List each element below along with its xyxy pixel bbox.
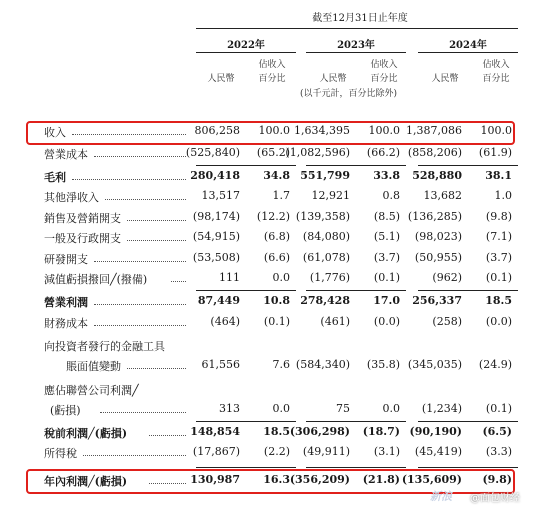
row-value: (98,174) [192, 210, 240, 223]
row-value: 551,799 [300, 169, 350, 182]
subtotal-rule [306, 290, 406, 291]
row-value: (345,035) [407, 358, 462, 371]
row-value: 87,449 [197, 294, 240, 307]
row-label: (虧損) [50, 404, 81, 417]
row-value: (1,776) [309, 271, 350, 284]
row-value: 1,387,086 [406, 124, 462, 137]
row-label: 其他淨收入 [44, 191, 99, 204]
row-label: 稅前利潤╱(虧損) [44, 427, 128, 440]
row-label: 銷售及營銷開支 [44, 212, 121, 225]
row-value: (6.6) [263, 251, 290, 264]
row-value: (464) [210, 315, 240, 328]
row-value: (61,078) [302, 251, 350, 264]
row-value: (90,190) [409, 425, 462, 438]
row-label: 向投資者發行的金融工具 [44, 340, 165, 353]
row-value: (356,209) [289, 473, 350, 486]
row-value: 61,556 [201, 358, 240, 371]
row-label: 毛利 [44, 171, 66, 184]
row-value: (6.5) [482, 425, 512, 438]
subtotal-rule [196, 421, 296, 422]
row-value: 278,428 [300, 294, 350, 307]
pct-head-2023-1: 佔收入 [370, 60, 398, 70]
row-value: 0.0 [272, 402, 290, 415]
row-label: 收入 [44, 126, 66, 139]
subtotal-rule [418, 290, 518, 291]
row-value: 130,987 [190, 473, 240, 486]
subtotal-rule [306, 421, 406, 422]
row-value: (9.8) [485, 210, 512, 223]
row-value: (65.2) [256, 146, 290, 159]
row-label: 營業成本 [44, 148, 88, 161]
year-rule-2024 [418, 52, 518, 53]
subtotal-rule [306, 467, 406, 468]
pct-head-2024-1: 佔收入 [482, 60, 510, 70]
row-value: (8.5) [373, 210, 400, 223]
row-value: 0.8 [382, 189, 400, 202]
subtotal-rule [418, 467, 518, 468]
pct-head-2022-2: 百分比 [258, 74, 286, 84]
year-rule-2022 [196, 52, 296, 53]
row-value: 0.0 [272, 271, 290, 284]
row-value: (18.7) [362, 425, 400, 438]
row-value: 256,337 [412, 294, 462, 307]
row-value: 1.7 [272, 189, 290, 202]
row-value: (0.1) [373, 271, 400, 284]
row-value: (35.8) [366, 358, 400, 371]
row-value: 33.8 [373, 169, 400, 182]
subtotal-rule [196, 165, 296, 166]
row-value: (3.7) [373, 251, 400, 264]
subtotal-rule [418, 421, 518, 422]
row-value: 18.5 [485, 294, 512, 307]
row-value: 13,517 [201, 189, 240, 202]
row-value: (49,911) [302, 445, 350, 458]
row-value: (135,609) [401, 473, 462, 486]
row-value: (0.0) [485, 315, 512, 328]
row-value: (461) [320, 315, 350, 328]
subtotal-rule [196, 290, 296, 291]
row-value: (84,080) [302, 230, 350, 243]
row-value: 1.0 [494, 189, 512, 202]
row-value: 280,418 [190, 169, 240, 182]
row-value: (12.2) [256, 210, 290, 223]
row-value: 313 [219, 402, 240, 415]
row-label: 應佔聯營公司利潤╱ [44, 384, 139, 397]
year-2024: 2024年 [449, 40, 487, 51]
row-value: (17,867) [192, 445, 240, 458]
row-value: (962) [432, 271, 462, 284]
row-value: (53,508) [192, 251, 240, 264]
pct-head-2024-2: 百分比 [482, 74, 510, 84]
row-value: 806,258 [194, 124, 240, 137]
row-label: 年內利潤╱(虧損) [44, 475, 128, 488]
row-value: 7.6 [272, 358, 290, 371]
row-value: 12,921 [311, 189, 350, 202]
row-value: (0.1) [485, 271, 512, 284]
row-value: (5.1) [373, 230, 400, 243]
row-value: (139,358) [295, 210, 350, 223]
row-label: 賬面值變動 [66, 360, 121, 373]
year-2022: 2022年 [227, 40, 265, 51]
row-value: (6.8) [263, 230, 290, 243]
row-label: 營業利潤 [44, 296, 88, 309]
row-value: (54,915) [192, 230, 240, 243]
unit-note: (以千元計，百分比除外) [300, 89, 398, 99]
dot-leader [72, 179, 186, 180]
row-value: 1,634,395 [294, 124, 350, 137]
row-value: 100.0 [258, 124, 290, 137]
watermark-right: @面包财经 [470, 493, 520, 504]
period-title: 截至12月31日止年度 [312, 13, 408, 24]
row-value: (45,419) [414, 445, 462, 458]
row-value: (0.0) [373, 315, 400, 328]
row-value: (61.9) [478, 146, 512, 159]
subtotal-rule [418, 165, 518, 166]
pct-head-2022-1: 佔收入 [258, 60, 286, 70]
year-rule-2023 [306, 52, 406, 53]
row-value: 17.0 [373, 294, 400, 307]
row-value: (3.1) [373, 445, 400, 458]
row-value: (9.8) [482, 473, 512, 486]
row-value: (1,082,596) [285, 146, 350, 159]
rmb-head-2023: 人民幣 [319, 74, 347, 84]
row-label: 研發開支 [44, 253, 88, 266]
row-value: 13,682 [423, 189, 462, 202]
row-value: (2.2) [263, 445, 290, 458]
row-value: 100.0 [368, 124, 400, 137]
row-value: (584,340) [295, 358, 350, 371]
row-value: 38.1 [485, 169, 512, 182]
row-value: 100.0 [480, 124, 512, 137]
row-value: (0.1) [263, 315, 290, 328]
row-value: (525,840) [185, 146, 240, 159]
row-value: 10.8 [263, 294, 290, 307]
rmb-head-2024: 人民幣 [431, 74, 459, 84]
row-value: (0.1) [485, 402, 512, 415]
subtotal-rule [196, 467, 296, 468]
row-value: 16.3 [263, 473, 290, 486]
watermark-left: 新浪 [430, 490, 452, 503]
header-rule [196, 28, 518, 29]
row-value: (24.9) [478, 358, 512, 371]
row-value: (7.1) [485, 230, 512, 243]
row-label: 所得稅 [44, 447, 77, 460]
row-value: 528,880 [412, 169, 462, 182]
row-value: (1,234) [421, 402, 462, 415]
pct-head-2023-2: 百分比 [370, 74, 398, 84]
row-value: 18.5 [263, 425, 290, 438]
row-value: (136,285) [407, 210, 462, 223]
rmb-head-2022: 人民幣 [207, 74, 235, 84]
row-value: 34.8 [263, 169, 290, 182]
highlight-revenue-row [26, 121, 515, 145]
row-value: (21.8) [362, 473, 400, 486]
subtotal-rule [306, 165, 406, 166]
row-value: (258) [432, 315, 462, 328]
row-value: (858,206) [407, 146, 462, 159]
row-value: (3.7) [485, 251, 512, 264]
row-value: 111 [219, 271, 240, 284]
row-label: 財務成本 [44, 317, 88, 330]
row-value: (50,955) [414, 251, 462, 264]
row-value: (3.3) [485, 445, 512, 458]
row-value: 148,854 [190, 425, 240, 438]
row-label: 減值虧損撥回╱(撥備) [44, 273, 148, 286]
row-value: 75 [336, 402, 350, 415]
row-value: 0.0 [382, 402, 400, 415]
row-value: (98,023) [414, 230, 462, 243]
year-2023: 2023年 [337, 40, 375, 51]
row-value: (66.2) [366, 146, 400, 159]
row-label: 一般及行政開支 [44, 232, 121, 245]
row-value: (306,298) [289, 425, 350, 438]
